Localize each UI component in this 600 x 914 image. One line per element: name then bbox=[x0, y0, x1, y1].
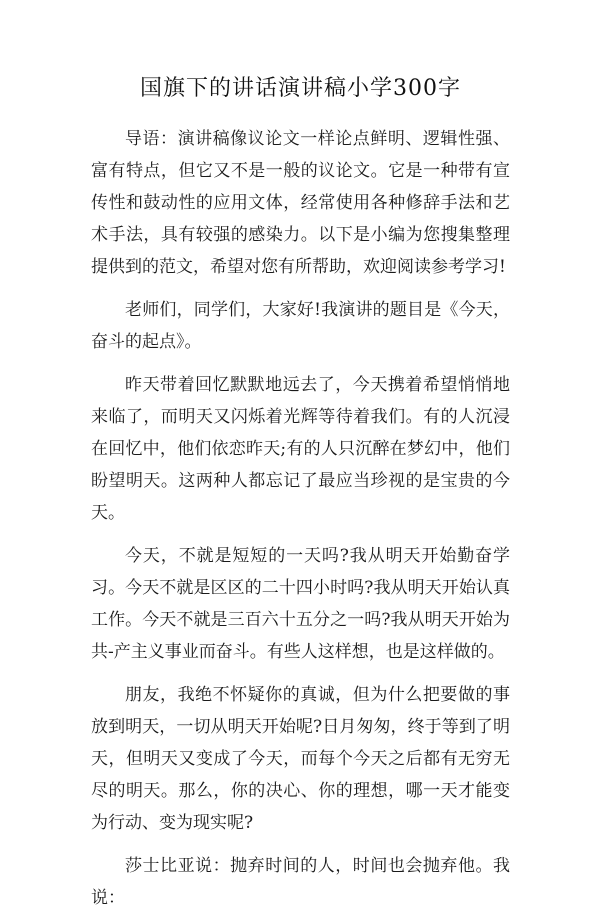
paragraph-intro: 导语：演讲稿像议论文一样论点鲜明、逻辑性强、富有特点，但它又不是一般的议论文。它是一种带有宣传性和鼓动性的应用文体，经常使用各种修辞手法和艺术手法，具有较强的感染力。以下是小编为您搜集整理提供到的范文，希望对您有所帮助，欢迎阅读参考学习! bbox=[91, 129, 510, 277]
paragraph-yesterday: 昨天带着回忆默默地远去了，今天携着希望悄悄地来临了，而明天又闪烁着光辉等待着我们。有的人沉浸在回忆中，他们依恋昨天;有的人只沉醉在梦幻中，他们盼望明天。这两种人都忘记了最应当珍视的是宝贵的今天。 bbox=[91, 375, 510, 523]
paragraph-today: 今天，不就是短短的一天吗?我从明天开始勤奋学习。今天不就是区区的二十四小时吗?我从明天开始认真工作。今天不就是三百六十五分之一吗?我从明天开始为共-产主义事业而奋斗。有些人这样想，也是这样做的。 bbox=[91, 546, 510, 662]
paragraph-shakespeare: 莎士比亚说：抛弃时间的人，时间也会抛弃他。我说： bbox=[91, 856, 510, 908]
document-body bbox=[91, 123, 510, 914]
paragraph-greeting: 老师们，同学们，大家好!我演讲的题目是《今天，奋斗的起点》。 bbox=[91, 300, 510, 352]
paragraph-friend: 朋友，我绝不怀疑你的真诚，但为什么把要做的事放到明天，一切从明天开始呢?日月匆匆，终于等到了明天，但明天又变成了今天，而每个今天之后都有无穷无尽的明天。那么，你的决心、你的理想，哪一天才能变为行动、变为现实呢? bbox=[91, 685, 510, 833]
document-title: 国旗下的讲话演讲稿小学300字 bbox=[140, 76, 461, 101]
